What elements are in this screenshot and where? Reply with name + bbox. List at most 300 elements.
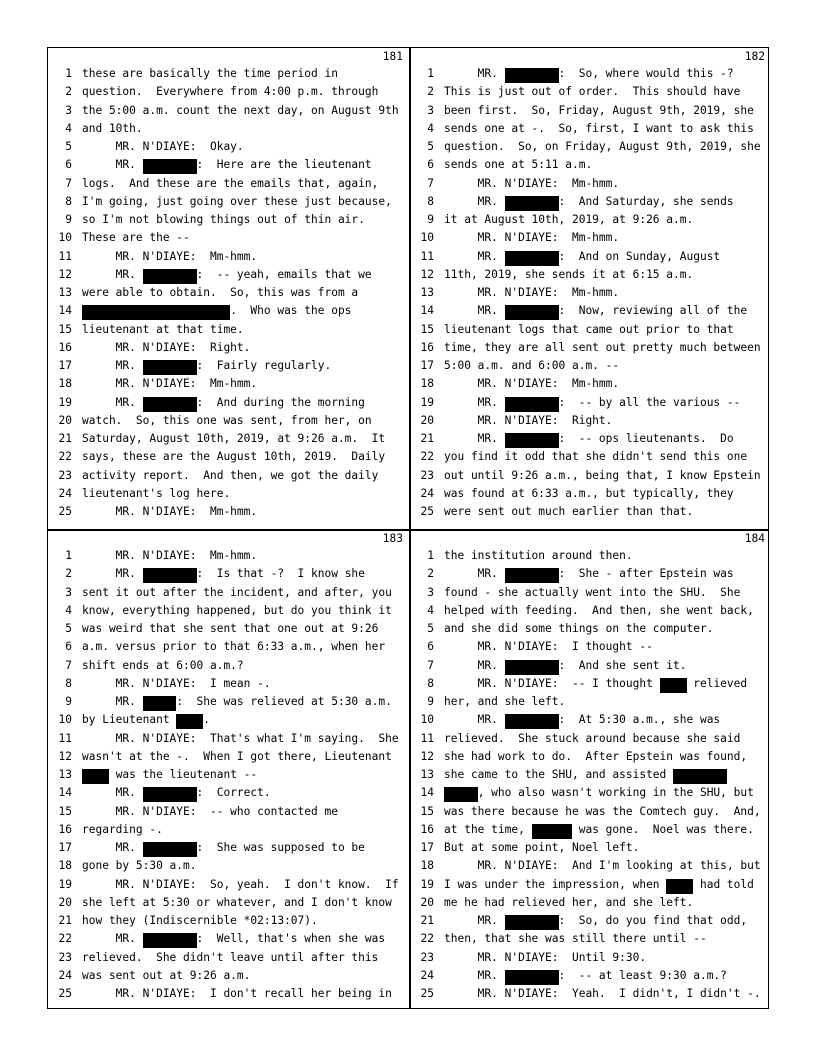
line-number: 1 bbox=[427, 67, 434, 80]
line-number: 9 bbox=[427, 695, 434, 708]
redaction-box bbox=[505, 397, 559, 412]
line-number: 21 bbox=[420, 432, 434, 445]
transcript-line bbox=[410, 638, 771, 656]
transcript-line bbox=[410, 467, 771, 485]
line-number: 12 bbox=[58, 749, 72, 763]
line-text: it at August 10th, 2019, at 9:26 a.m. bbox=[444, 213, 694, 226]
redaction-box bbox=[143, 933, 197, 948]
transcript-line bbox=[48, 412, 409, 430]
transcript-line bbox=[410, 730, 771, 748]
line-text: MR. N'DIAYE: Mm-hmm. bbox=[82, 249, 258, 263]
line-text: 11th, 2019, she sends it at 6:15 a.m. bbox=[444, 267, 694, 281]
transcript-line bbox=[48, 485, 409, 503]
transcript-line bbox=[410, 675, 771, 693]
line-number: 7 bbox=[427, 176, 434, 190]
line-text: MR. bbox=[444, 432, 505, 445]
transcript-line bbox=[410, 193, 771, 211]
line-text: helped with feeding. And then, she went back, bbox=[444, 603, 754, 617]
line-text: she came to the SHU, and assisted bbox=[444, 768, 674, 781]
line-text: a.m. versus prior to that 6:33 a.m., when her bbox=[82, 640, 386, 654]
transcript-line bbox=[410, 357, 771, 375]
transcript-line bbox=[410, 949, 771, 967]
line-number: 25 bbox=[58, 505, 72, 518]
line-text: MR. bbox=[444, 304, 505, 318]
redaction-box bbox=[505, 660, 559, 675]
redaction-box bbox=[505, 251, 559, 266]
page-183-panel bbox=[48, 530, 409, 1011]
line-text: at the time, bbox=[444, 822, 532, 836]
line-text-continued: : Here are the lieutenant bbox=[196, 158, 372, 172]
line-number: 12 bbox=[420, 267, 434, 281]
transcript-line bbox=[410, 448, 771, 466]
line-number: 23 bbox=[58, 468, 72, 482]
line-text: lieutenant's log here. bbox=[82, 486, 231, 500]
line-text-continued: : At 5:30 a.m., she was bbox=[558, 713, 721, 727]
line-number: 22 bbox=[58, 932, 72, 946]
transcript-line bbox=[48, 602, 409, 620]
line-number: 17 bbox=[58, 359, 72, 372]
line-number: 3 bbox=[65, 585, 72, 599]
line-text: was there because he was the Comtech guy. And, bbox=[444, 804, 761, 818]
redaction-box bbox=[143, 568, 197, 583]
redaction-box bbox=[666, 879, 693, 894]
line-number: 14 bbox=[420, 304, 434, 318]
line-number: 2 bbox=[65, 567, 72, 581]
line-text-continued: had told bbox=[693, 877, 754, 891]
line-number: 4 bbox=[65, 121, 72, 135]
transcript-line bbox=[410, 803, 771, 821]
transcript-line bbox=[48, 302, 409, 320]
redaction-box bbox=[505, 970, 559, 985]
line-number: 1 bbox=[65, 549, 72, 562]
line-text: MR. N'DIAYE: -- I thought bbox=[444, 676, 660, 690]
line-text-continued: relieved bbox=[686, 676, 748, 690]
redaction-box bbox=[143, 696, 177, 711]
transcript-line bbox=[48, 321, 409, 339]
line-text: sends one at 5:11 a.m. bbox=[444, 158, 593, 172]
line-number: 22 bbox=[58, 450, 72, 464]
line-text-continued: : -- yeah, emails that we bbox=[196, 267, 372, 281]
transcript-line bbox=[410, 821, 771, 839]
line-text: This is just out of order. This should have bbox=[444, 85, 741, 99]
transcript-line bbox=[410, 375, 771, 393]
line-text-continued: : -- at least 9:30 a.m.? bbox=[558, 968, 727, 982]
transcript-line bbox=[410, 430, 771, 448]
line-number: 14 bbox=[420, 786, 434, 800]
line-text: MR. bbox=[82, 932, 143, 946]
line-number: 14 bbox=[58, 786, 72, 800]
line-text-continued: : She was relieved at 5:30 a.m. bbox=[176, 695, 392, 708]
line-number: 2 bbox=[65, 85, 72, 99]
line-text: MR. bbox=[444, 968, 505, 982]
redaction-box bbox=[444, 787, 478, 802]
line-text-continued: was gone. Noel was there. bbox=[571, 822, 754, 836]
line-text: activity report. And then, we got the daily bbox=[82, 468, 379, 482]
line-number: 10 bbox=[420, 231, 434, 245]
line-text: MR. bbox=[444, 567, 505, 581]
line-text: MR. N'DIAYE: Okay. bbox=[82, 140, 244, 153]
redaction-box bbox=[143, 269, 197, 284]
line-number: 1 bbox=[65, 67, 72, 80]
line-number: 21 bbox=[58, 432, 72, 445]
transcript-line bbox=[48, 503, 409, 521]
transcript-line bbox=[410, 156, 771, 174]
line-text: I was under the impression, when bbox=[444, 877, 667, 891]
transcript-line bbox=[410, 175, 771, 193]
line-text-continued: : So, where would this -? bbox=[558, 67, 734, 80]
line-text: was weird that she sent that one out at 9:26 bbox=[82, 622, 379, 635]
page-number: 184 bbox=[744, 532, 765, 545]
line-text: Saturday, August 10th, 2019, at 9:26 a.m. It bbox=[82, 432, 386, 445]
transcript-line bbox=[410, 748, 771, 766]
line-number: 20 bbox=[58, 895, 72, 909]
line-text-continued: : And Saturday, she sends bbox=[558, 194, 734, 208]
transcript-lines bbox=[410, 547, 771, 1003]
line-text: she left at 5:30 or whatever, and I don't know bbox=[82, 895, 392, 909]
transcript-line bbox=[48, 248, 409, 266]
line-number: 6 bbox=[65, 158, 72, 172]
line-text: question. Everywhere from 4:00 p.m. through bbox=[82, 85, 379, 99]
line-number: 20 bbox=[58, 413, 72, 427]
redaction-box bbox=[505, 433, 559, 448]
redaction-box bbox=[505, 68, 559, 83]
page-184-panel bbox=[410, 530, 771, 1011]
line-text: I'm going, just going over these just because, bbox=[82, 194, 392, 208]
redaction-box bbox=[505, 305, 559, 320]
line-text: MR. bbox=[82, 695, 143, 708]
transcript-line bbox=[48, 876, 409, 894]
line-text-continued: : And she sent it. bbox=[558, 658, 687, 672]
line-number: 19 bbox=[58, 395, 72, 409]
line-number: 15 bbox=[58, 322, 72, 336]
line-number: 18 bbox=[420, 377, 434, 391]
line-text: her, and she left. bbox=[444, 695, 566, 708]
line-number: 19 bbox=[420, 877, 434, 891]
redaction-box bbox=[143, 842, 197, 857]
transcript-line bbox=[410, 412, 771, 430]
transcript-line bbox=[410, 503, 771, 521]
line-text: MR. bbox=[444, 914, 505, 927]
redaction-box bbox=[505, 714, 559, 729]
transcript-line bbox=[48, 821, 409, 839]
line-text: MR. N'DIAYE: Mm-hmm. bbox=[444, 176, 620, 190]
line-text: MR. bbox=[82, 359, 143, 372]
line-text-continued: : She was supposed to be bbox=[196, 841, 365, 854]
line-text-continued: : Fairly regularly. bbox=[196, 359, 332, 372]
line-text: out until 9:26 a.m., being that, I know Epstein bbox=[444, 468, 761, 482]
line-text: MR. bbox=[444, 713, 505, 727]
transcript-line bbox=[48, 102, 409, 120]
page-number: 183 bbox=[382, 532, 403, 545]
line-number: 23 bbox=[420, 468, 434, 482]
line-number: 4 bbox=[427, 603, 434, 617]
transcript-line bbox=[48, 784, 409, 802]
transcript-line bbox=[48, 120, 409, 138]
line-number: 12 bbox=[58, 267, 72, 281]
transcript-line bbox=[410, 83, 771, 101]
transcript-line bbox=[410, 229, 771, 247]
line-text: MR. N'DIAYE: Yeah. I didn't, I didn't -. bbox=[444, 987, 761, 1000]
page-182-panel bbox=[410, 48, 771, 529]
line-text-continued: : And during the morning bbox=[196, 395, 365, 409]
line-text-continued: : And on Sunday, August bbox=[558, 249, 721, 263]
transcript-line bbox=[410, 102, 771, 120]
line-text: These are the -- bbox=[82, 231, 190, 245]
line-text: MR. N'DIAYE: I don't recall her being in bbox=[82, 987, 392, 1000]
transcript-line bbox=[48, 430, 409, 448]
line-number: 16 bbox=[58, 822, 72, 836]
line-text: been first. So, Friday, August 9th, 2019, she bbox=[444, 103, 754, 117]
line-number: 20 bbox=[420, 895, 434, 909]
line-text: were able to obtain. So, this was from a bbox=[82, 286, 359, 299]
line-number: 5 bbox=[427, 622, 434, 635]
line-text: wasn't at the -. When I got there, Lieutenant bbox=[82, 749, 392, 763]
line-number: 8 bbox=[427, 676, 434, 690]
line-number: 25 bbox=[420, 987, 434, 1000]
transcript-line bbox=[48, 467, 409, 485]
transcript-line bbox=[48, 675, 409, 693]
line-text: MR. N'DIAYE: I mean -. bbox=[82, 676, 271, 690]
transcript-line bbox=[410, 711, 771, 729]
redaction-box bbox=[176, 714, 203, 729]
transcript-line bbox=[410, 602, 771, 620]
transcript-line bbox=[48, 620, 409, 638]
line-text: MR. N'DIAYE: And I'm looking at this, but bbox=[444, 859, 761, 873]
transcript-line bbox=[410, 839, 771, 857]
transcript-line bbox=[410, 876, 771, 894]
line-number: 2 bbox=[427, 567, 434, 581]
line-number: 7 bbox=[65, 176, 72, 190]
redaction-box bbox=[660, 678, 687, 693]
line-text-continued: was the lieutenant -- bbox=[108, 768, 258, 781]
transcript-line bbox=[410, 784, 771, 802]
transcript-line bbox=[48, 65, 409, 83]
line-text: the institution around then. bbox=[444, 549, 633, 562]
line-number: 3 bbox=[65, 103, 72, 117]
line-text: these are basically the time period in bbox=[82, 67, 338, 80]
transcript-line bbox=[48, 229, 409, 247]
transcript-line bbox=[48, 638, 409, 656]
line-number: 24 bbox=[58, 968, 72, 982]
line-text: then, that she was still there until -- bbox=[444, 932, 707, 946]
transcript-line bbox=[48, 138, 409, 156]
line-text: she had work to do. After Epstein was found, bbox=[444, 749, 748, 763]
transcript-line bbox=[410, 912, 771, 930]
transcript-line bbox=[410, 584, 771, 602]
line-number: 17 bbox=[420, 359, 434, 372]
line-text: how they (Indiscernible *02:13:07). bbox=[82, 914, 318, 927]
transcript-line bbox=[410, 138, 771, 156]
line-number: 20 bbox=[420, 413, 434, 427]
line-text: MR. bbox=[444, 249, 505, 263]
transcript-line bbox=[48, 339, 409, 357]
line-text: MR. N'DIAYE: Right. bbox=[444, 413, 613, 427]
line-text: know, everything happened, but do you think it bbox=[82, 603, 392, 617]
line-text: you find it odd that she didn't send this one bbox=[444, 450, 748, 464]
page-number: 181 bbox=[382, 50, 403, 63]
line-number: 1 bbox=[427, 549, 434, 562]
line-number: 12 bbox=[420, 749, 434, 763]
redaction-box bbox=[82, 305, 230, 320]
line-text: MR. N'DIAYE: Mm-hmm. bbox=[82, 377, 258, 391]
line-text: by Lieutenant bbox=[82, 713, 177, 727]
line-text-continued: : Is that -? I know she bbox=[196, 567, 365, 581]
line-text: the 5:00 a.m. count the next day, on August 9th bbox=[82, 103, 399, 117]
line-text: MR. N'DIAYE: I thought -- bbox=[444, 640, 653, 654]
transcript-line bbox=[410, 339, 771, 357]
redaction-box bbox=[143, 360, 197, 375]
line-text: MR. bbox=[82, 158, 143, 172]
line-number: 10 bbox=[58, 231, 72, 245]
line-number: 6 bbox=[427, 158, 434, 172]
transcript-line bbox=[48, 912, 409, 930]
transcript-line bbox=[48, 711, 409, 729]
transcript-line bbox=[48, 730, 409, 748]
line-text: MR. bbox=[82, 786, 143, 800]
line-number: 10 bbox=[420, 713, 434, 727]
transcript-line bbox=[48, 565, 409, 583]
transcript-line bbox=[410, 394, 771, 412]
line-text: and 10th. bbox=[82, 121, 143, 135]
line-number: 14 bbox=[58, 304, 72, 318]
transcript-line bbox=[48, 967, 409, 985]
line-text: logs. And these are the emails that, again, bbox=[82, 176, 379, 190]
line-text: relieved. She stuck around because she said bbox=[444, 731, 741, 745]
transcript-line bbox=[48, 766, 409, 784]
line-text-continued: : Correct. bbox=[196, 786, 271, 800]
transcript-lines bbox=[48, 65, 409, 521]
line-text: found - she actually went into the SHU. She bbox=[444, 585, 741, 599]
line-number: 23 bbox=[420, 950, 434, 964]
line-number: 13 bbox=[420, 286, 434, 299]
transcript-lines bbox=[410, 65, 771, 521]
line-number: 18 bbox=[420, 859, 434, 873]
redaction-box bbox=[143, 787, 197, 802]
transcript-line bbox=[48, 894, 409, 912]
transcript-line bbox=[48, 211, 409, 229]
transcript-line bbox=[48, 156, 409, 174]
transcript-line bbox=[48, 693, 409, 711]
line-text: MR. bbox=[444, 658, 505, 672]
line-number: 3 bbox=[427, 585, 434, 599]
line-number: 16 bbox=[420, 822, 434, 836]
transcript-line bbox=[410, 302, 771, 320]
transcript-line bbox=[410, 693, 771, 711]
line-number: 11 bbox=[58, 249, 72, 263]
line-number: 21 bbox=[58, 914, 72, 927]
transcript-line bbox=[410, 930, 771, 948]
line-text: shift ends at 6:00 a.m.? bbox=[82, 658, 244, 672]
transcript-line bbox=[410, 565, 771, 583]
line-number: 9 bbox=[427, 213, 434, 226]
line-text: MR. N'DIAYE: Mm-hmm. bbox=[444, 377, 620, 391]
line-number: 11 bbox=[420, 249, 434, 263]
transcript-line bbox=[48, 803, 409, 821]
line-number: 25 bbox=[58, 987, 72, 1000]
line-text: question. So, on Friday, August 9th, 2019, she bbox=[444, 140, 761, 153]
line-text: MR. bbox=[82, 267, 143, 281]
line-text: says, these are the August 10th, 2019. Daily bbox=[82, 450, 386, 464]
transcript-line bbox=[410, 248, 771, 266]
line-text: me he had relieved her, and she left. bbox=[444, 895, 694, 909]
line-number: 16 bbox=[58, 340, 72, 354]
line-number: 2 bbox=[427, 85, 434, 99]
line-text: MR. bbox=[82, 395, 143, 409]
transcript-line bbox=[410, 985, 771, 1003]
transcript-line bbox=[48, 375, 409, 393]
line-number: 8 bbox=[65, 676, 72, 690]
line-number: 22 bbox=[420, 932, 434, 946]
line-text: MR. N'DIAYE: Mm-hmm. bbox=[444, 286, 620, 299]
line-number: 17 bbox=[58, 841, 72, 854]
transcript-line bbox=[48, 584, 409, 602]
line-text: were sent out much earlier than that. bbox=[444, 505, 694, 518]
transcript-line bbox=[48, 193, 409, 211]
transcript-line bbox=[48, 357, 409, 375]
transcript-sheet bbox=[47, 47, 769, 1009]
line-text: MR. N'DIAYE: -- who contacted me bbox=[82, 804, 338, 818]
transcript-line bbox=[48, 930, 409, 948]
redaction-box bbox=[505, 568, 559, 583]
transcript-line bbox=[410, 967, 771, 985]
line-number: 7 bbox=[65, 658, 72, 672]
line-number: 23 bbox=[58, 950, 72, 964]
line-number: 9 bbox=[65, 213, 72, 226]
line-text-continued: , who also wasn't working in the SHU, but bbox=[477, 786, 754, 800]
line-text: relieved. She didn't leave until after this bbox=[82, 950, 379, 964]
line-text: MR. N'DIAYE: Mm-hmm. bbox=[82, 505, 258, 518]
redaction-box bbox=[505, 196, 559, 211]
line-number: 11 bbox=[420, 731, 434, 745]
line-number: 13 bbox=[420, 768, 434, 781]
line-text: sent it out after the incident, and after, you bbox=[82, 585, 392, 599]
line-text: MR. N'DIAYE: Right. bbox=[82, 340, 251, 354]
transcript-line bbox=[48, 949, 409, 967]
transcript-lines bbox=[48, 547, 409, 1003]
line-number: 8 bbox=[427, 194, 434, 208]
transcript-line bbox=[410, 65, 771, 83]
line-text: was found at 6:33 a.m., but typically, they bbox=[444, 486, 734, 500]
line-text: watch. So, this one was sent, from her, on bbox=[82, 413, 372, 427]
transcript-line bbox=[48, 266, 409, 284]
redaction-box bbox=[532, 824, 572, 839]
line-text: lieutenant logs that came out prior to that bbox=[444, 322, 734, 336]
line-number: 19 bbox=[420, 395, 434, 409]
page-number: 182 bbox=[744, 50, 765, 63]
line-text: MR. bbox=[82, 841, 143, 854]
line-text: MR. N'DIAYE: Mm-hmm. bbox=[444, 231, 620, 245]
redaction-box bbox=[82, 769, 109, 784]
line-text: 5:00 a.m. and 6:00 a.m. -- bbox=[444, 359, 620, 372]
transcript-line bbox=[48, 839, 409, 857]
line-number: 13 bbox=[58, 768, 72, 781]
line-text: MR. bbox=[444, 194, 505, 208]
line-text: was sent out at 9:26 a.m. bbox=[82, 968, 251, 982]
transcript-line bbox=[410, 620, 771, 638]
line-number: 9 bbox=[65, 695, 72, 708]
line-text-continued: . Who was the ops bbox=[230, 304, 352, 318]
line-text-continued: : -- by all the various -- bbox=[558, 395, 741, 409]
transcript-line bbox=[48, 547, 409, 565]
transcript-line bbox=[410, 857, 771, 875]
transcript-line bbox=[48, 985, 409, 1003]
line-text: lieutenant at that time. bbox=[82, 322, 244, 336]
transcript-line bbox=[48, 748, 409, 766]
line-text: MR. N'DIAYE: Mm-hmm. bbox=[82, 549, 258, 562]
transcript-line bbox=[410, 120, 771, 138]
line-number: 7 bbox=[427, 658, 434, 672]
transcript-line bbox=[48, 857, 409, 875]
